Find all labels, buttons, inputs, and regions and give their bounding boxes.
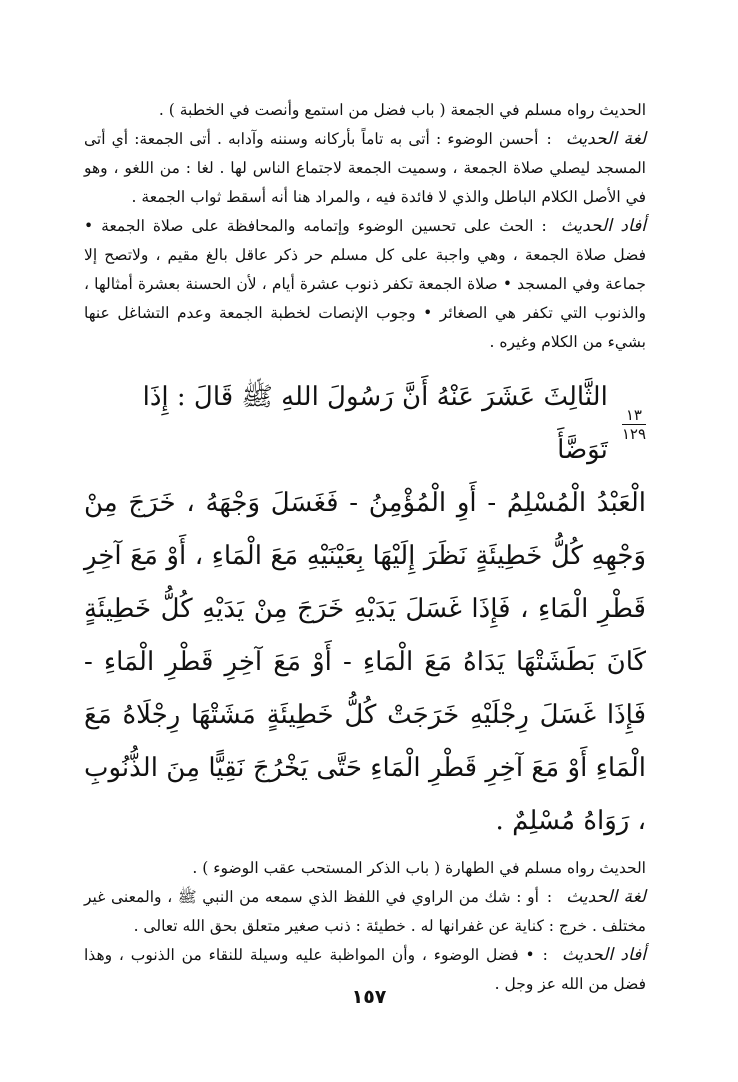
lugha-label: لغة الحديث	[566, 887, 646, 907]
label-colon: :	[542, 946, 548, 964]
page-number: ١٥٧	[351, 986, 387, 1008]
hadith12-fawaid-text: الحث على تحسين الوضوء وإتمامه والمحافظة على صلاة الجمعة • فضل صلاة الجمعة ، وهي واجبة على كل مسلم حر ذكر عاقل بالغ مقيم ، ولاتصح إلا جماعة وفي المسجد • صلاة الجمعة تكفر ذنوب عشرة أيام ، لأن الحسنة بعشرة أمثالها ، والذنوب التي تكفر هي الصغائر • وجوب الإنصات لخطبة الجمعة وعدم التشاغل عنها بشيء من الكلام وغيره .	[84, 217, 646, 351]
hadith13-source: الحديث رواه مسلم في الطهارة ( باب الذكر المستحب عقب الوضوء ) .	[192, 859, 646, 877]
hadith12-fawaid	[84, 212, 646, 357]
hadith13-fawaid-text: • فضل الوضوء ، وأن المواظبة عليه وسيلة للنقاء من الذنوب ، وهذا فضل من الله عز وجل .	[84, 946, 646, 993]
label-colon: :	[546, 888, 553, 906]
hadith13-lugha-text: أو : شك من الراوي في اللفظ الذي سمعه من النبي ﷺ ، والمعنى غير مختلف . خرج : كناية عن غفرانها له . خطيئة : ذنب صغير متعلق بحق الله تعالى .	[84, 888, 646, 935]
hadith13-text: الْعَبْدُ الْمُسْلِمُ - أَوِ الْمُؤْمِنُ - فَغَسَلَ وَجْهَهُ ، خَرَجَ مِنْ وَجْهِهِ كُلُّ خَطِيئَةٍ نَظَرَ إِلَيْهَا بِعَيْنَيْهِ مَعَ الْمَاءِ ، أَوْ مَعَ آخِرِ قَطْرِ الْمَاءِ ، فَإِذَا غَسَلَ يَدَيْهِ خَرَجَ مِنْ يَدَيْهِ كُلُّ خَطِيئَةٍ كَانَ بَطَشَتْهَا يَدَاهُ مَعَ الْمَاءِ - أَوْ مَعَ آخِرِ قَطْرِ الْمَاءِ - فَإِذَا غَسَلَ رِجْلَيْهِ خَرَجَتْ كُلُّ خَطِيئَةٍ مَشَتْهَا رِجْلَاهُ مَعَ الْمَاءِ أَوْ مَعَ آخِرِ قَطْرِ الْمَاءِ حَتَّى يَخْرُجَ نَقِيًّا مِنَ الذُّنُوبِ ، رَوَاهُ مُسْلِمٌ .	[84, 488, 646, 836]
hadith12-source: الحديث رواه مسلم في الجمعة ( باب فضل من استمع وأنصت في الخطبة ) .	[158, 101, 646, 119]
hadith-number	[622, 406, 646, 443]
fawaid-label: أفاد الحديث	[561, 945, 646, 965]
lugha-label: لغة الحديث	[565, 129, 647, 149]
label-colon: :	[546, 130, 552, 148]
hadith-number-top: ١٣	[622, 406, 646, 425]
hadith13-heading	[84, 371, 646, 477]
hadith13-first-line: الثَّالِثَ عَشَرَ عَنْهُ أَنَّ رَسُولَ اللهِ ﷺ قَالَ : إِذَا تَوَضَّأَ	[142, 382, 608, 465]
hadith13-lugha	[84, 883, 646, 941]
label-colon: :	[541, 217, 547, 235]
hadith-number-bottom: ١٢٩	[621, 424, 646, 443]
hadith12-lugha-text: أحسن الوضوء : أتى به تاماً بأركانه وسننه وآدابه . أتى الجمعة: أي أتى المسجد ليصلي صلاة الجمعة ، وسميت الجمعة لاجتماع الناس لها . لغا : من اللغو ، وهو في الأصل الكلام الباطل والذي لا فائدة فيه ، والمراد هنا أنه أسقط ثواب الجمعة .	[84, 130, 646, 206]
fawaid-label: أفاد الحديث	[560, 216, 647, 236]
hadith12-lugha	[84, 125, 646, 212]
